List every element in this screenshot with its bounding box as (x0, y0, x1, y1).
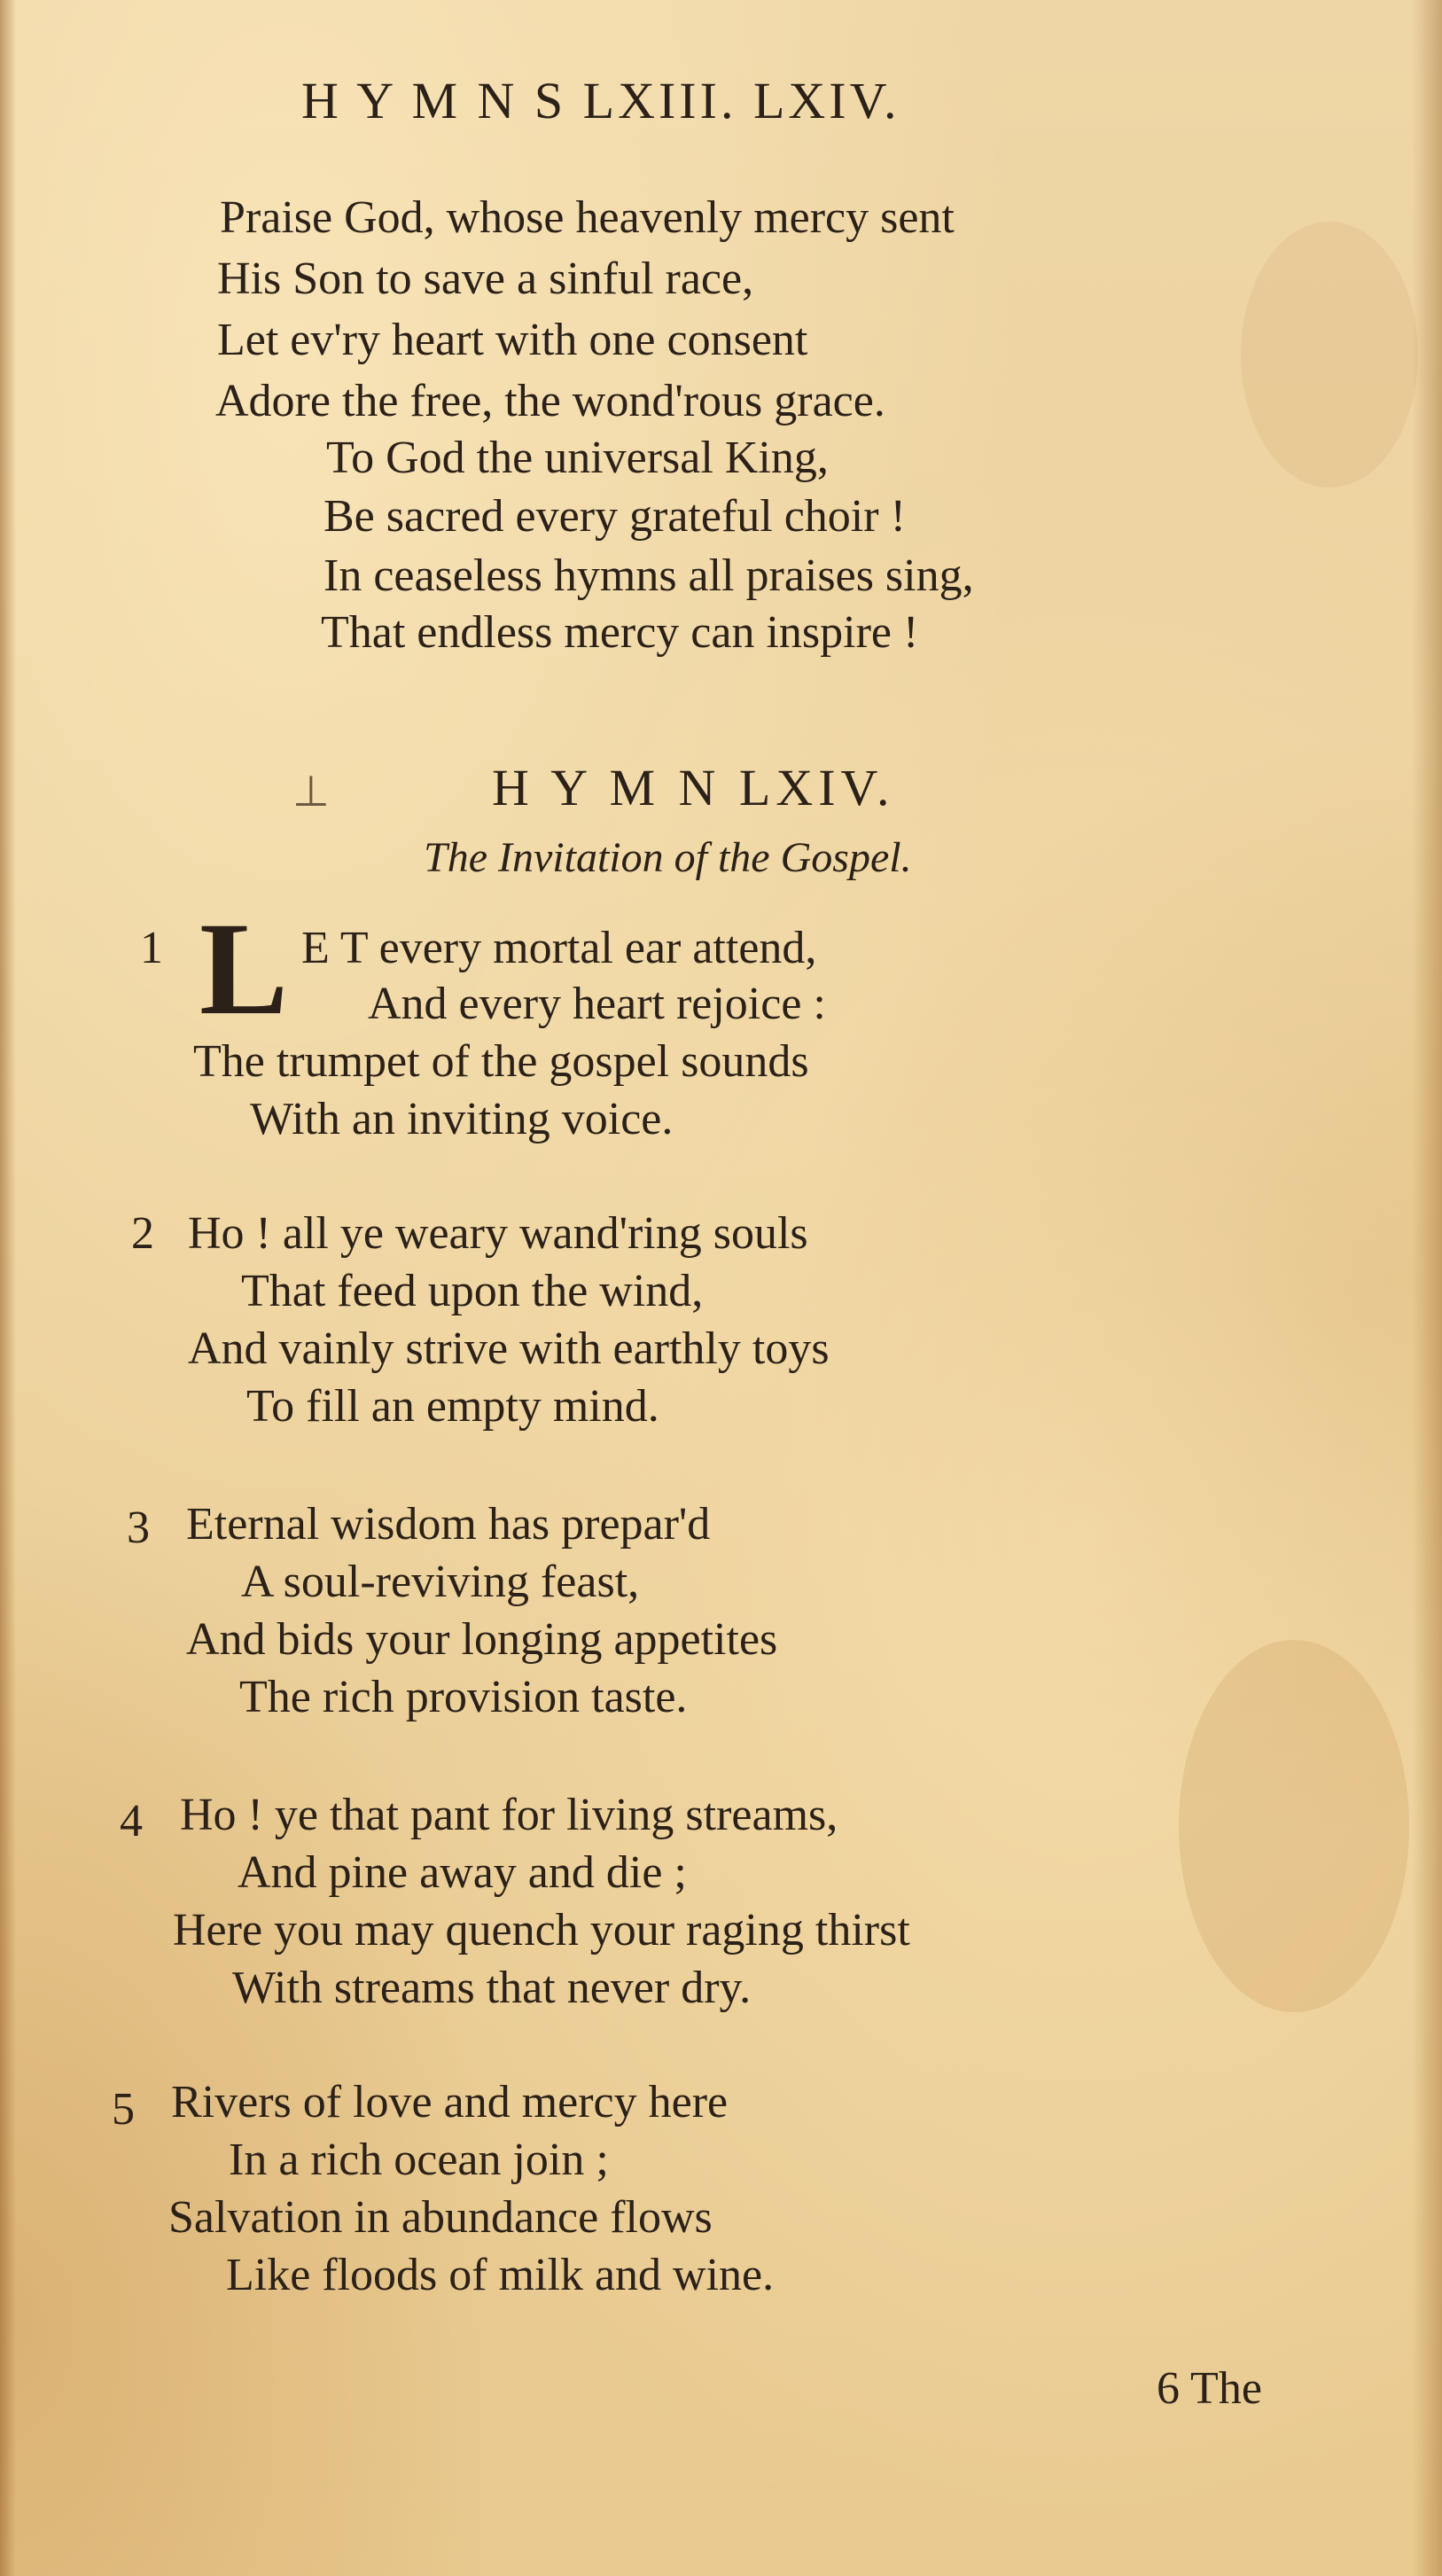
verse-line: To fill an empty mind. (246, 1381, 659, 1432)
paper-stain (1179, 1640, 1409, 2012)
verse-line: His Son to save a sinful race, (217, 254, 754, 304)
verse-line: Rivers of love and mercy here (171, 2077, 729, 2127)
verse-line: Be sacred every grateful choir ! (323, 491, 906, 542)
hymn-subtitle: The Invitation of the Gospel. (424, 834, 912, 881)
drop-cap: L (199, 895, 289, 1042)
page-edge-left (0, 0, 16, 2576)
verse-line: Let ev'ry heart with one consent (217, 315, 808, 365)
verse-line: Here you may quench your raging thirst (173, 1905, 910, 1955)
stanza-number: 3 (127, 1503, 150, 1553)
verse-line: A soul-reviving feast, (241, 1557, 640, 1607)
page-edge-right (1412, 0, 1442, 2576)
pencil-margin-mark: ⊥ (292, 767, 330, 816)
stanza-number: 1 (140, 923, 163, 973)
verse-line: Salvation in abundance flows (168, 2192, 713, 2243)
running-head: H Y M N S LXIII. LXIV. (301, 72, 900, 129)
verse-line: In a rich ocean join ; (229, 2135, 609, 2185)
verse-line: To God the universal King, (326, 433, 829, 483)
verse-line: In ceaseless hymns all praises sing, (323, 550, 974, 601)
stanza-number: 4 (120, 1796, 143, 1846)
verse-line: Ho ! all ye weary wand'ring souls (188, 1208, 808, 1259)
verse-line: The trumpet of the gospel sounds (193, 1036, 809, 1087)
verse-line: With streams that never dry. (232, 1963, 752, 2013)
verse-line: That feed upon the wind, (241, 1266, 704, 1316)
stanza-number: 5 (112, 2084, 135, 2135)
verse-line: Like floods of milk and wine. (226, 2250, 775, 2300)
verse-line: And every heart rejoice : (368, 979, 826, 1029)
hymn-title: H Y M N LXIV. (492, 759, 895, 816)
stanza-number: 2 (131, 1208, 154, 1259)
catchword: 6 The (1157, 2363, 1262, 2414)
verse-line: And pine away and die ; (238, 1847, 687, 1898)
verse-line: E T every mortal ear attend, (301, 923, 817, 973)
verse-line: And bids your longing appetites (186, 1614, 778, 1665)
verse-line: Adore the free, the wond'rous grace. (215, 376, 885, 426)
verse-line: And vainly strive with earthly toys (188, 1323, 830, 1374)
verse-line: With an inviting voice. (250, 1094, 674, 1144)
verse-line: Eternal wisdom has prepar'd (186, 1499, 711, 1550)
verse-line: The rich provision taste. (239, 1672, 688, 1722)
verse-line: That endless mercy can inspire ! (321, 607, 919, 658)
verse-line: Ho ! ye that pant for living streams, (180, 1790, 838, 1840)
verse-line: Praise God, whose heavenly mercy sent (220, 192, 955, 243)
paper-stain (1241, 222, 1418, 488)
